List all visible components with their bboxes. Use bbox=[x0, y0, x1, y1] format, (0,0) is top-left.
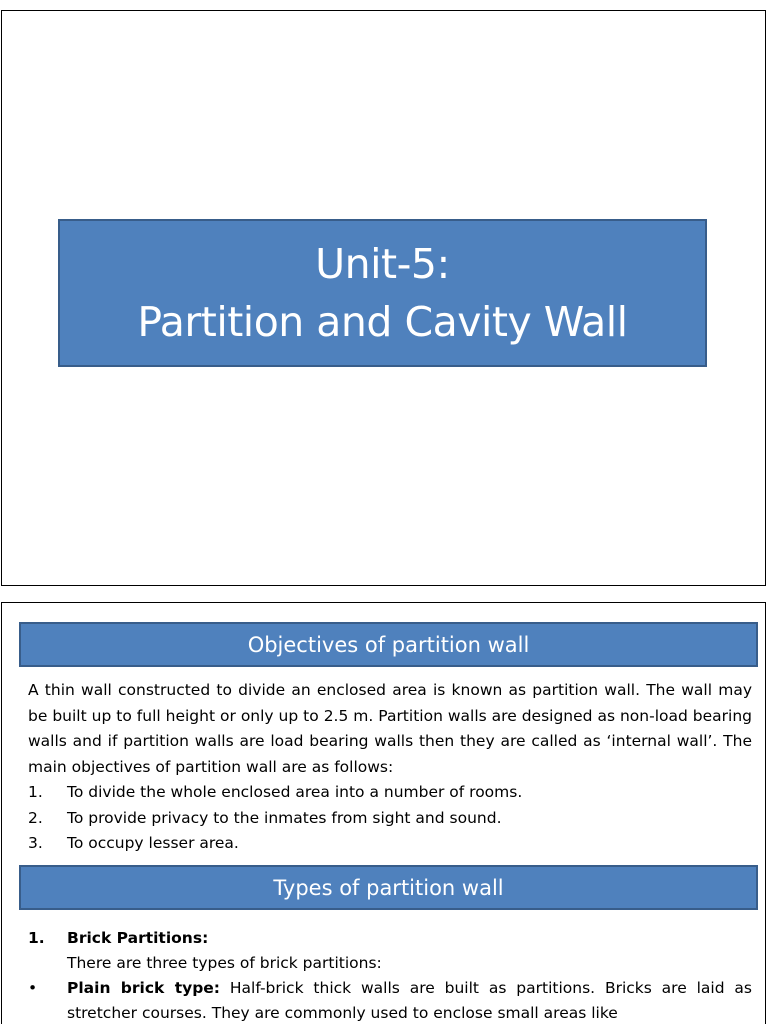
type-heading bbox=[28, 926, 752, 951]
list-number: 1. bbox=[28, 783, 43, 801]
list-number: 2. bbox=[28, 808, 43, 827]
types-body bbox=[28, 926, 752, 1024]
list-number: 3. bbox=[28, 834, 43, 852]
list-text: To provide privacy to the inmates from sight and sound. bbox=[67, 808, 502, 827]
bullet-description: Half-brick thick walls are built as partitions. Bricks are laid as stretcher courses. They are commonly used to enclose small areas like bbox=[67, 979, 753, 1022]
list-item bbox=[28, 780, 752, 806]
bullet-item bbox=[28, 976, 752, 1024]
objectives-body bbox=[28, 678, 752, 857]
type-subtitle: There are three types of brick partitions: bbox=[67, 954, 382, 972]
bullet-label: Plain brick type: bbox=[67, 979, 221, 997]
objectives-list bbox=[28, 780, 752, 857]
list-item bbox=[28, 831, 752, 857]
content-slide bbox=[1, 602, 766, 1024]
title-slide bbox=[1, 10, 766, 586]
topic-title: Partition and Cavity Wall bbox=[137, 298, 628, 346]
type-title: Brick Partitions: bbox=[67, 929, 209, 947]
unit-title: Unit-5: bbox=[315, 240, 450, 288]
bullet-icon: • bbox=[28, 979, 38, 997]
list-item bbox=[28, 806, 752, 832]
list-text: To occupy lesser area. bbox=[67, 834, 239, 852]
type-number: 1. bbox=[28, 929, 45, 947]
intro-paragraph: A thin wall constructed to divide an enclosed area is known as partition wall. The wall may be built up to full height or only up to 2.5 m. Partition walls are designed as non-load bearing walls and if partition walls are load bearing walls then they are called as ‘internal wall’. The main objectives of partition wall are as follows: bbox=[28, 681, 752, 776]
bullet-text bbox=[67, 976, 752, 1024]
list-text: To divide the whole enclosed area into a number of rooms. bbox=[67, 783, 523, 801]
objectives-header: Objectives of partition wall bbox=[19, 622, 758, 667]
title-box bbox=[58, 219, 707, 367]
types-header: Types of partition wall bbox=[19, 865, 758, 910]
